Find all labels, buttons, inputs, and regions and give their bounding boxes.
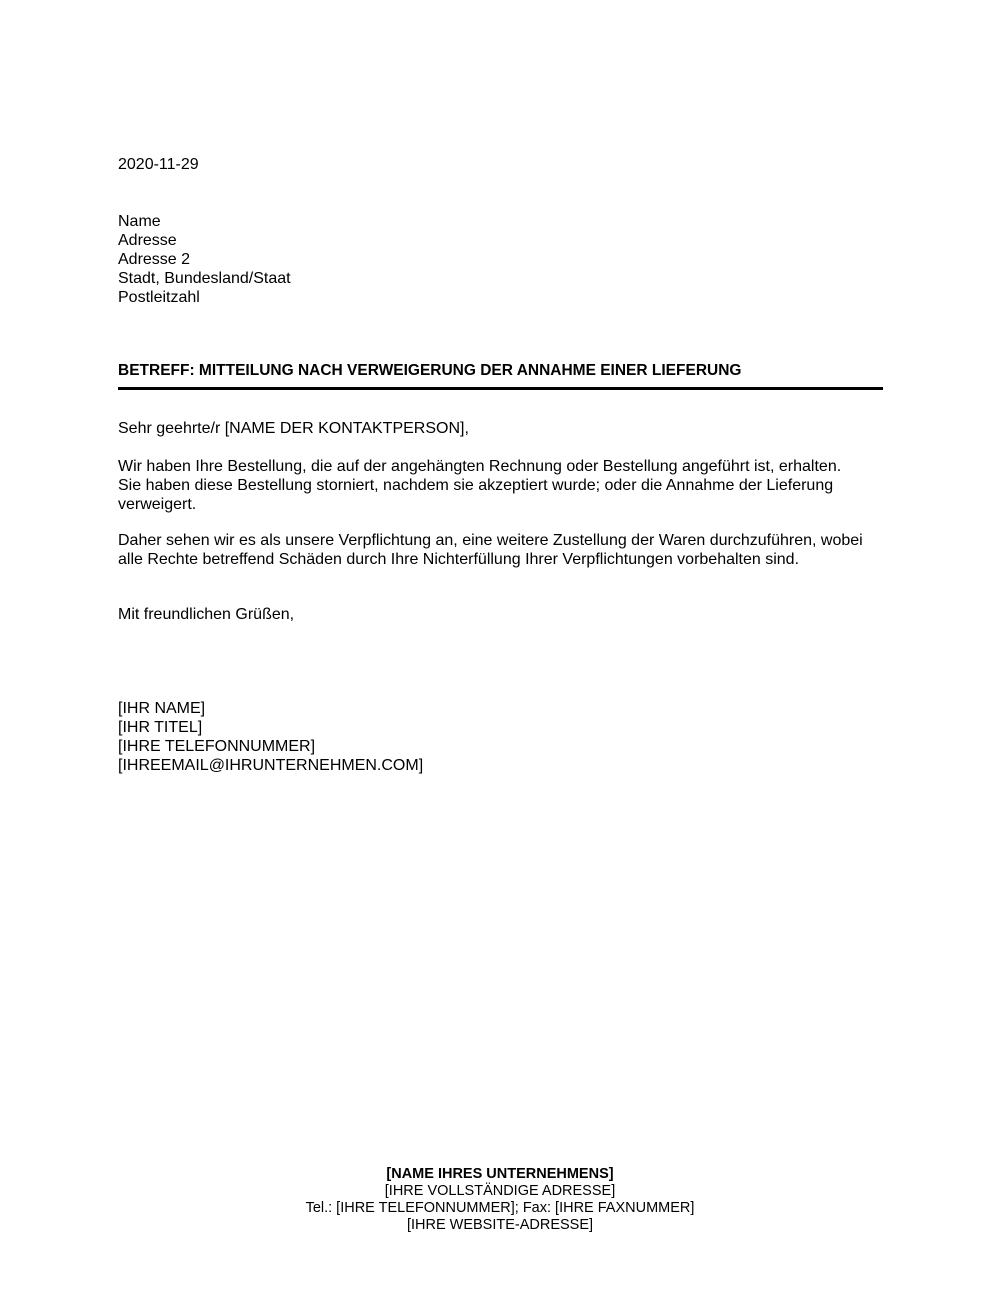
letter-footer	[0, 1166, 1000, 1234]
paragraph-1-line-2: Sie haben diese Bestellung storniert, nachdem sie akzeptiert wurde; oder die Annahme der Lieferung	[118, 477, 834, 494]
paragraph-2-line-1: Daher sehen wir es als unsere Verpflichtung an, eine weitere Zustellung der Waren durchzuführen, wobei	[118, 532, 863, 549]
letter-closing: Mit freundlichen Grüßen,	[118, 606, 295, 623]
signature-title: [IHR TITEL]	[118, 719, 203, 736]
footer-address: [IHRE VOLLSTÄNDIGE ADRESSE]	[384, 1183, 616, 1199]
paragraph-2-line-2: alle Rechte betreffend Schäden durch Ihre Nichterfüllung Ihrer Verpflichtungen vorbehalten sind.	[118, 551, 800, 568]
recipient-name: Name	[118, 213, 161, 230]
recipient-city-state: Stadt, Bundesland/Staat	[118, 270, 291, 287]
footer-website: [IHRE WEBSITE-ADRESSE]	[406, 1217, 594, 1233]
recipient-postal-code: Postleitzahl	[118, 289, 200, 306]
signature-name: [IHR NAME]	[118, 700, 206, 717]
footer-company-name: [NAME IHRES UNTERNEHMENS]	[386, 1166, 614, 1182]
signature-block	[118, 699, 883, 775]
letter-subject: BETREFF: MITTEILUNG NACH VERWEIGERUNG DER ANNAHME EINER LIEFERUNG	[118, 362, 742, 379]
letter-salutation: Sehr geehrte/r [NAME DER KONTAKTPERSON],	[118, 420, 469, 437]
recipient-address	[118, 212, 883, 307]
paragraph-1-line-1: Wir haben Ihre Bestellung, die auf der angehängten Rechnung oder Bestellung angeführt ist, erhalten.	[118, 458, 842, 475]
signature-phone: [IHRE TELEFONNUMMER]	[118, 738, 316, 755]
recipient-address-line-2: Adresse 2	[118, 251, 191, 268]
recipient-address-line-1: Adresse	[118, 232, 177, 249]
footer-contact: Tel.: [IHRE TELEFONNUMMER]; Fax: [IHRE FAXNUMMER]	[305, 1200, 695, 1216]
subject-divider	[118, 387, 883, 390]
body-paragraph-1	[118, 457, 883, 514]
body-paragraph-2	[118, 531, 883, 569]
letter-date: 2020-11-29	[118, 156, 199, 173]
signature-email: [IHREEMAIL@IHRUNTERNEHMEN.COM]	[118, 757, 424, 774]
paragraph-1-line-3: verweigert.	[118, 496, 197, 513]
